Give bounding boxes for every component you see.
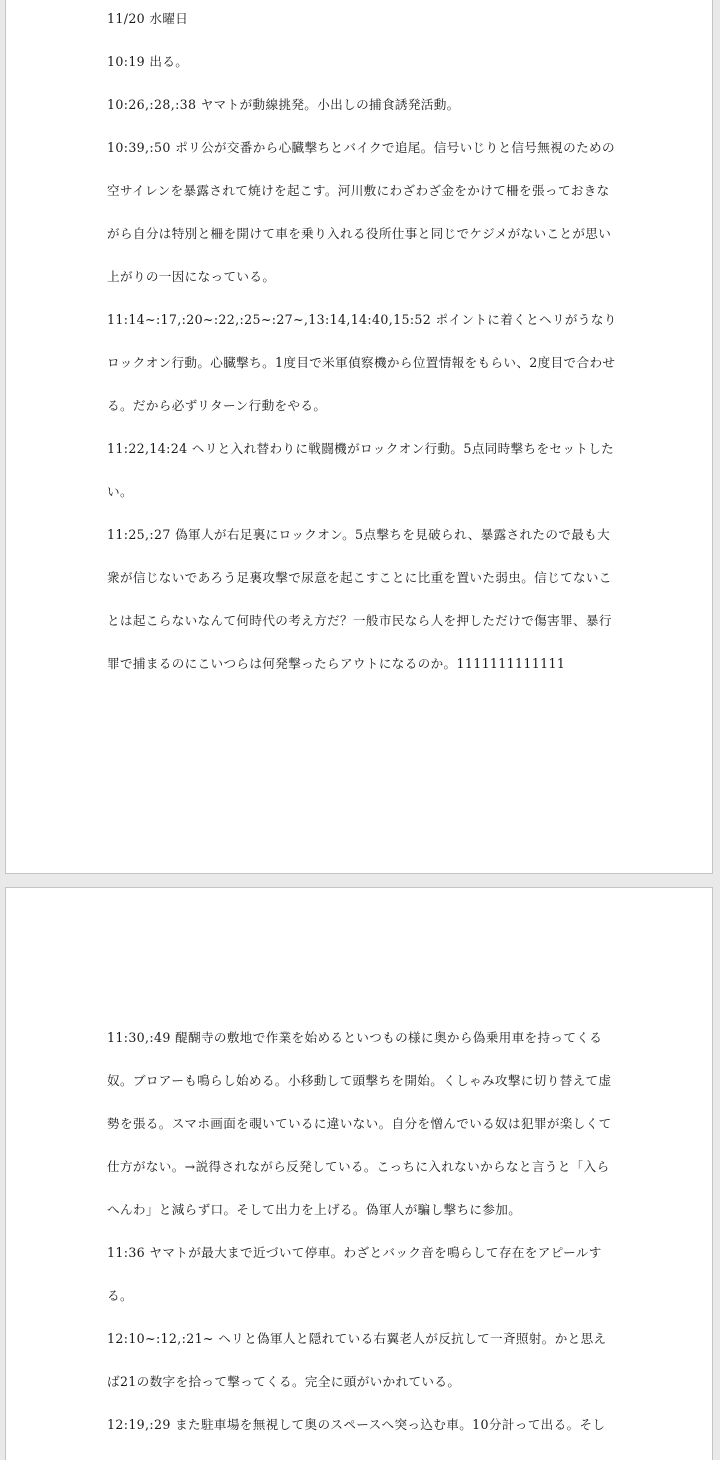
document-page-2 — [5, 887, 713, 1460]
date-heading: 11/20 水曜日 — [107, 11, 189, 26]
page-2-body — [107, 1016, 619, 1446]
paragraph-entry: 11:36 ヤマトが最大まで近づいて停車。わざとバック音を鳴らして存在をアピールする。 — [107, 1245, 602, 1303]
paragraph-entry: 11:30,:49 醍醐寺の敷地で作業を始めるといつもの様に奥から偽乗用車を持ってくる奴。ブロアーも鳴らし始める。小移動して頭撃ちを開始。くしゃみ攻撃に切り替えて虚勢を張る。スマホ画面を覗いているに違いない。自分を憎んでいる奴は犯罪が楽しくて仕方がない。→説得されながら反発している。こっちに入れないからなと言うと「入らへんわ」と減らず口。そして出力を上げる。偽軍人が騙し撃ちに参加。 — [107, 1030, 612, 1217]
paragraph-entry: 10:26,:28,:38 ヤマトが動線挑発。小出しの捕食誘発活動。 — [107, 97, 460, 112]
paragraph-entry: 11:25,:27 偽軍人が右足裏にロックオン。5点撃ちを見破られ、暴露されたので最も大衆が信じないであろう足裏攻撃で尿意を起こすことに比重を置いた弱虫。信じてないことは起こらないなんて何時代の考え方だ？一般市民なら人を押しただけで傷害罪、暴行罪で捕まるのにこいつらは何発撃ったらアウトになるのか。1111111111111 — [107, 527, 612, 671]
paragraph-entry: 10:19 出る。 — [107, 54, 189, 69]
paragraph-entry: 10:39,:50 ポリ公が交番から心臓撃ちとバイクで追尾。信号いじりと信号無視のための空サイレンを暴露されて焼けを起こす。河川敷にわざわざ金をかけて柵を張っておきながら自分は特別と柵を開けて車を乗り入れる役所仕事と同じでケジメがないことが思い上がりの一因になっている。 — [107, 140, 615, 284]
paragraph-entry: 12:10~:12,:21~ ヘリと偽軍人と隠れている右翼老人が反抗して一斉照射。かと思えば21の数字を拾って撃ってくる。完全に頭がいかれている。 — [107, 1331, 607, 1389]
paragraph-entry: 11:22,14:24 ヘリと入れ替わりに戦闘機がロックオン行動。5点同時撃ちをセットしたい。 — [107, 441, 615, 499]
paragraph-entry: 12:19,:29 また駐車場を無視して奥のスペースへ突っ込む車。10分計って出る。そし — [107, 1417, 606, 1432]
paragraph-entry: 11:14~:17,:20~:22,:25~:27~,13:14,14:40,15:52 ポイントに着くとヘリがうなりロックオン行動。心臓撃ち。1度目で米軍偵察機から位置情報をもらい、2度目で合わせる。だから必ずリターン行動をやる。 — [107, 312, 617, 413]
page-1-body — [107, 0, 619, 685]
document-page-1 — [5, 0, 713, 874]
